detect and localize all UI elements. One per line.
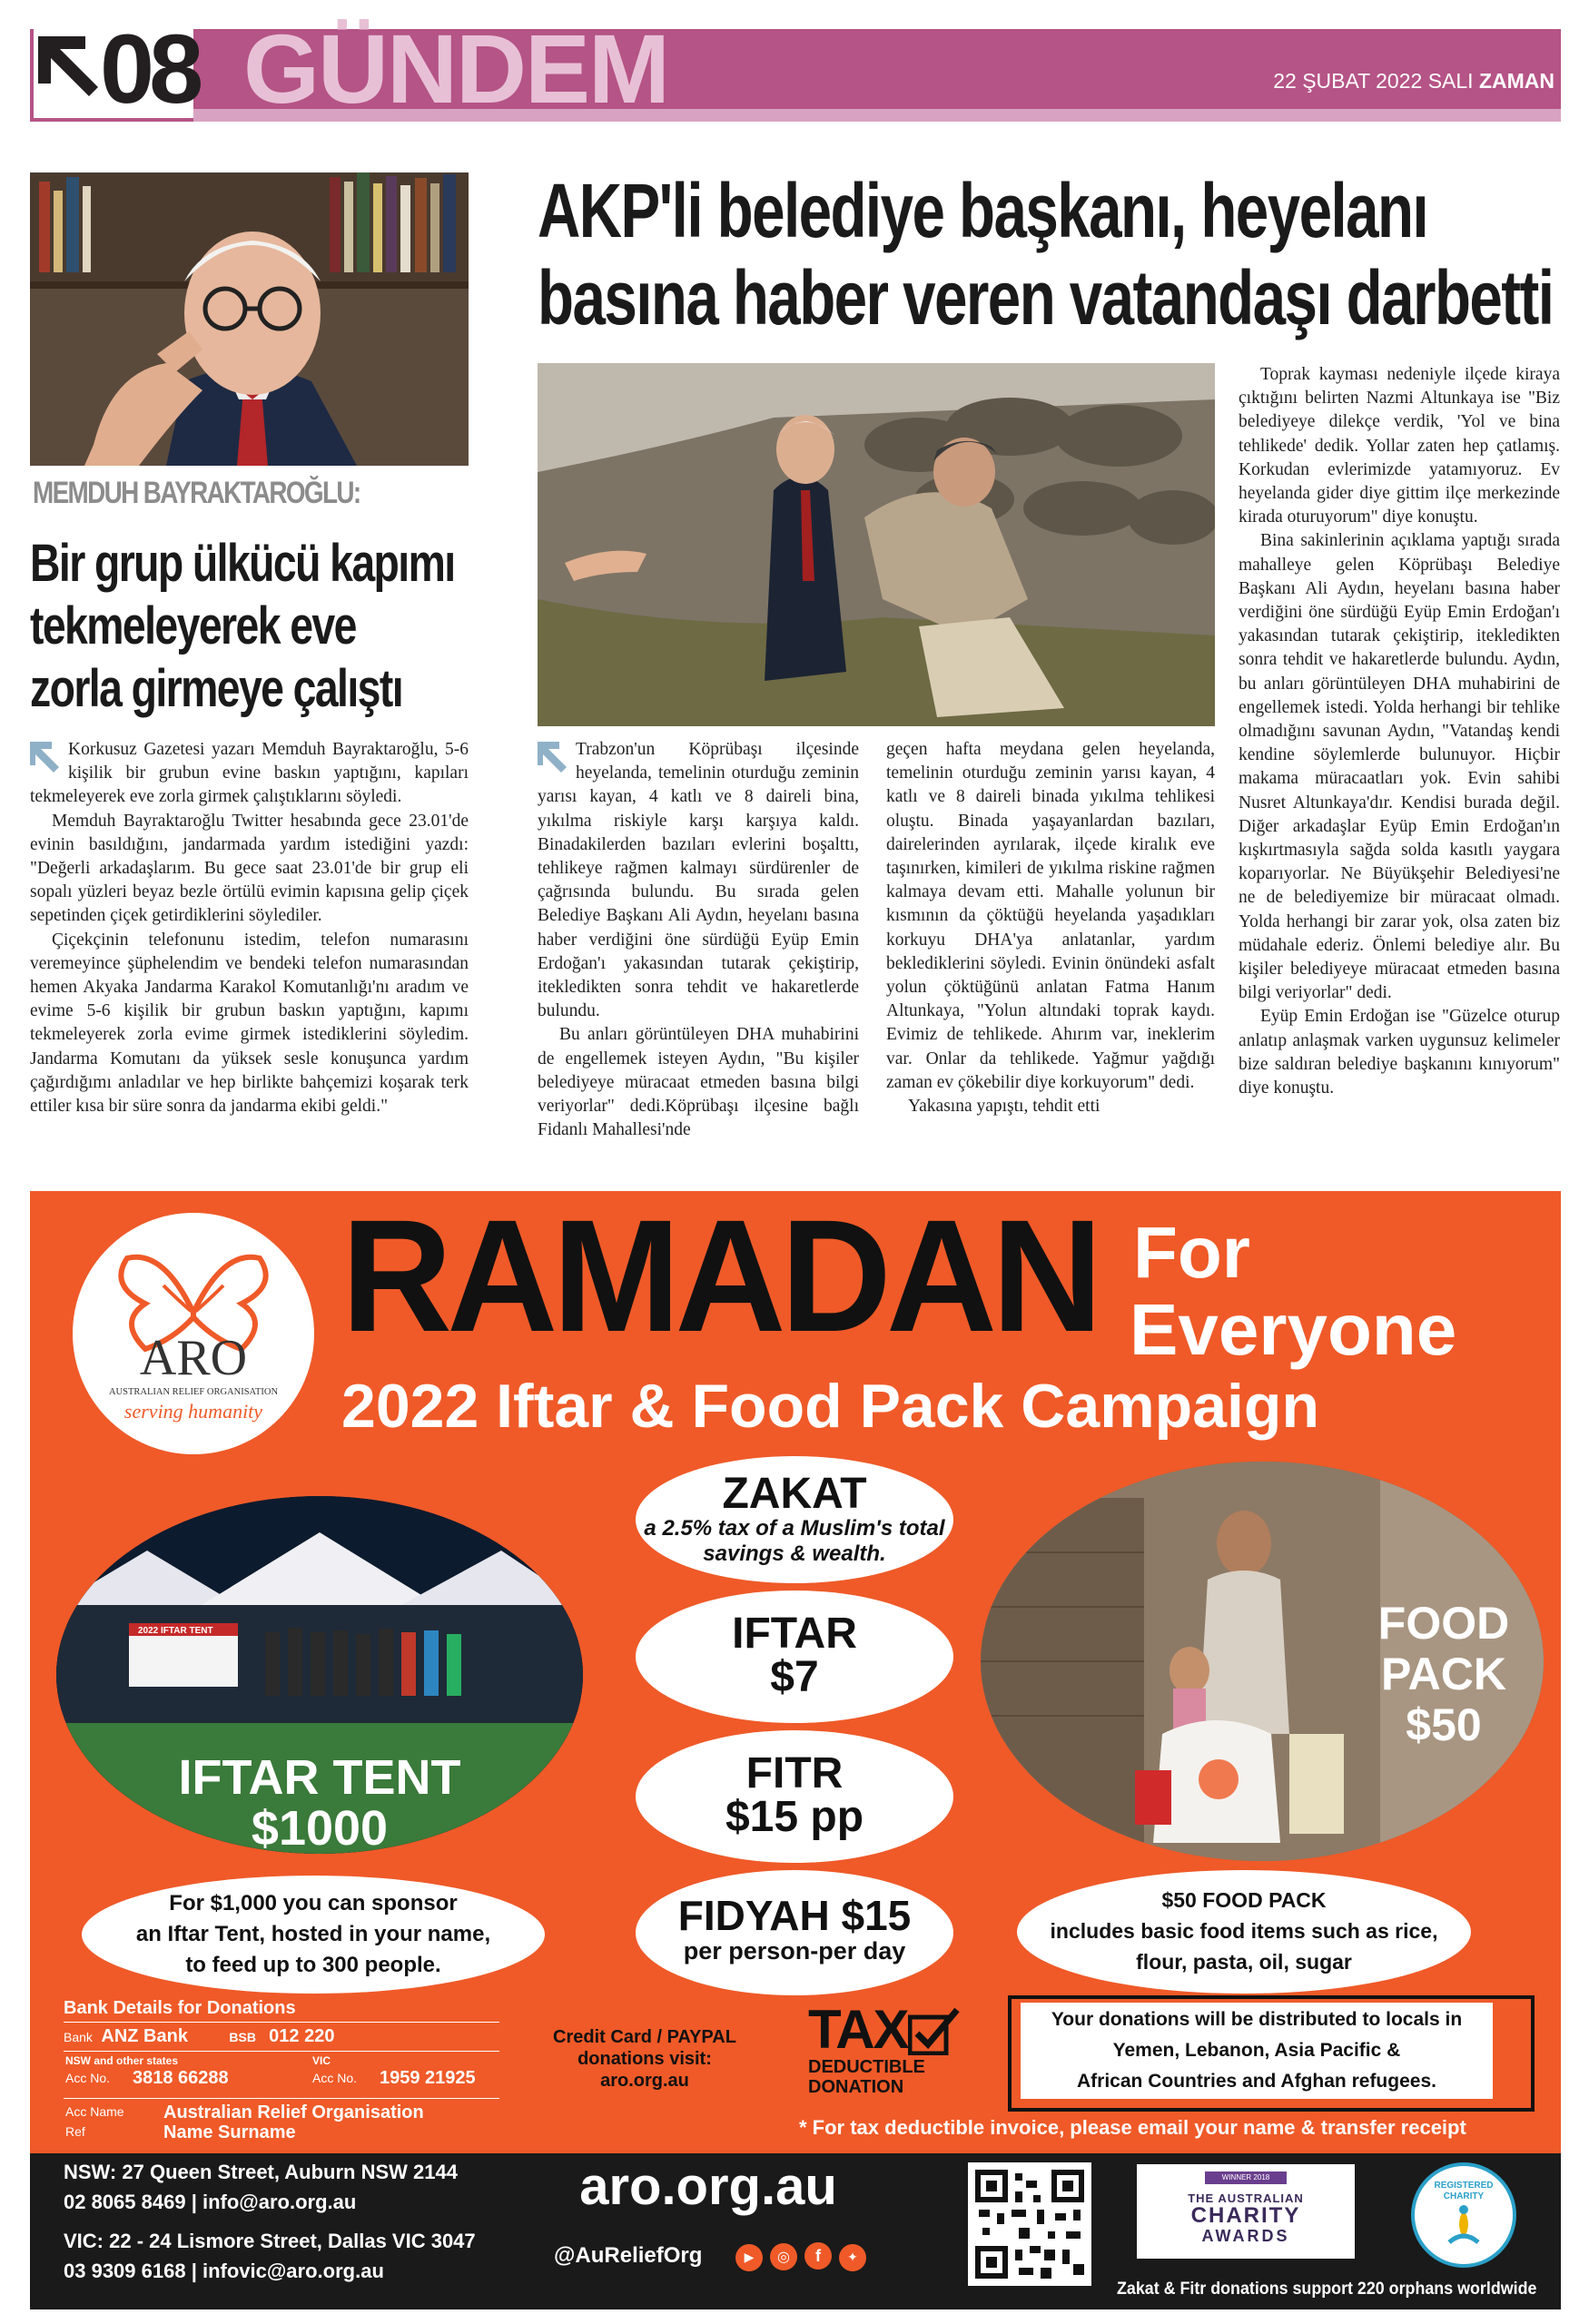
date-text: 22 ŞUBAT 2022 SALI [1273, 69, 1474, 93]
nsw-acc-label: Acc No. [65, 2071, 111, 2085]
tax-deductible-badge [808, 1999, 972, 2097]
vic-acc-label: Acc No. [312, 2071, 358, 2085]
website-link[interactable]: aro.org.au [579, 2157, 837, 2216]
main-col-2 [886, 738, 1215, 1118]
section-title: GÜNDEM [243, 14, 668, 123]
portrait-photo [30, 172, 469, 466]
fidyah-desc: per person-per day [683, 1937, 906, 1965]
left-paragraph: Çiçekçinin telefonunu istedim, telefon numarasını veremeyince şüphelendim ve bendeki telefon numarasından hemen Akyaka Jandarma Karakol Komutanlığı'nı aradım ve evime 5-6 kişilik bir grubun baskın yaptığını, kapımı tekmeleyerek zorla evime girmek istediklerini söyledim. Jandarma Komutanı da yüksek sesle konuşunca yardım çağırdığımı anladılar ve hep birlikte bahçemizi koşarak terk ettiler kısa bir süre sonra da jandarma ekibi geldi." [30, 930, 469, 1117]
bsb-value: 012 220 [269, 2026, 335, 2046]
award-line-3: AWARDS [1201, 2227, 1290, 2245]
main-col-1 [538, 738, 859, 1142]
left-kicker: MEMDUH BAYRAKTAROĞLU: [33, 476, 360, 510]
ref-label: Ref [65, 2124, 85, 2139]
fitr-oval [636, 1730, 953, 1863]
checkbox-icon [908, 2008, 961, 2055]
acc-name-value: Australian Relief Organisation [163, 2102, 424, 2122]
iftar-oval [636, 1590, 953, 1723]
food-pack-label [1371, 1598, 1516, 1750]
iftar-tent-label: IFTAR TENT [178, 1750, 461, 1805]
main-paragraph: Eyüp Emin Erdoğan ise "Güzelce oturup anlatıp anlaşmak varken uygunsuz kelimeler bize saldıran belediye başkanını kınıyorum" diye konuştu. [1239, 1007, 1560, 1098]
vic-acc-value: 1959 21925 [380, 2068, 476, 2088]
main-paragraph: Toprak kayması nedeniyle ilçede kiraya çıktığını belirten Nazmi Altunkaya ise "Biz belediyeye dilekçe verdik, 'Yol ve bina tehlikede' dedik. Yollar zaten hep çatlamış. Korkudan evlerimizde yatamıyoruz. Ev heyelanda gider diye gittim ilçe merkezinde kirada oturuyorum" diye konuştu. [1239, 365, 1560, 527]
contact-info [64, 2157, 536, 2286]
main-headline-line-1: AKP'li belediye başkanı, heyelanı [538, 168, 1428, 253]
food-pack-price: $50 [1406, 1699, 1482, 1750]
main-col-3 [1239, 363, 1560, 1100]
header-date [1273, 69, 1554, 94]
nsw-contact: 02 8065 8469 | info@aro.org.au [64, 2191, 357, 2213]
story-arrow-icon [538, 742, 568, 773]
left-headline-line-3: zorla girmeye çalıştı [30, 659, 402, 718]
acc-name-label: Acc Name [65, 2104, 124, 2119]
bank-label: Bank [64, 2030, 93, 2044]
paper-name: ZAMAN [1478, 69, 1554, 93]
ad-campaign: 2022 Iftar & Food Pack Campaign [341, 1372, 1319, 1441]
qr-code[interactable] [968, 2162, 1091, 2286]
tax-sub-1: DEDUCTIBLE [808, 2057, 925, 2077]
iftar-title: IFTAR [732, 1610, 857, 1658]
main-paragraph: Bina sakinlerinin açıklama yaptığı sırada mahalleye gelen Köprübaşı Belediye Başkanı Ali Aydın, heyelanı basına haber verdiğini öne sürdüğü Eyüp Emin Erdoğan'ı yakasından tutarak çekiştirip, itekledikten sonra tehdit ve hakaretlerde bulundu. Aydın, bu anları görüntüleyen DHA muhabirini de engellemek istedi. Yolda herhangi bir tehlike olmadığını savunan Aydın, "Vatandaş kendi kendine söylemlerde bulunuyor. Hiçbir makama müracaatları yok. Evin sahibi Nusret Altunkaya'dır. Kendisi burada değil. Diğer arkadaşlar Eyüp Emin Erdoğan'ın kışkırtmasıyla sağda solda kasıtlı yaygara koparıyorlar. Ne Büyükşehir Belediyesi'ne ne de belediyemize bir müracaat olmadı. Yolda herhangi bir zarar yok, olsa zaten biz müdahale ederiz. Önlemi belediye alır. Bu kişiler belediyeye müracaat etmeden basına bilgi veriyorlar" dedi. [1239, 531, 1560, 1003]
left-paragraph: Korkusuz Gazetesi yazarı Memduh Bayraktaroğlu, 5-6 kişilik bir grubun evine baskın yaptığını, kapıları tekmeleyerek eve zorla girmek çalıştıklarını söyledi. [30, 740, 469, 807]
food-desc-line-3: flour, pasta, oil, sugar [1136, 1950, 1352, 1974]
bsb-label: BSB [229, 2030, 256, 2044]
ad-for: For [1133, 1212, 1250, 1293]
tent-desc-line-2: an Iftar Tent, hosted in your name, [135, 1922, 491, 1946]
charity-awards-badge [1137, 2164, 1355, 2259]
iftar-tent-price: $1000 [251, 1801, 389, 1856]
zakat-oval [636, 1456, 953, 1583]
main-paragraph: Bu anları görüntüleyen DHA muhabirini de engellemek isteyen Aydın, "Bu kişiler belediyeye müracaat etmeden basına bilgi veriyorlar" dedi.Köprübaşı ilçesine bağlı Fidanlı Mahallesi'nde [538, 1025, 859, 1140]
food-desc-oval [1017, 1870, 1471, 1994]
main-paragraph: Trabzon'un Köprübaşı ilçesinde heyelanda, temelinin oturduğu zeminin yarısı kayan, 4 katlı ve 8 daireli bina, yıkılma riskiyle karşı karşıya kaldı. Binadakilerden bazıları evlerini boşalttı, tehlikeye rağmen kalmayı sürdürenler de çağrısında bulundu. Bu sırada gelen Belediye Başkanı Ali Aydın, heyelanı basına haber verdiğini öne sürdüğü Eyüp Emin Erdoğan'ı yakasından tutarak çekiştirip, itekledikten sonra tehdit ve hakaretlerde bulundu. [538, 740, 859, 1021]
award-line-1: THE AUSTRALIAN [1188, 2191, 1304, 2205]
tax-title: TAX [808, 1999, 908, 2060]
fidyah-title: FIDYAH $15 [677, 1892, 912, 1939]
page-number: 08 [100, 14, 199, 123]
main-paragraph: geçen hafta meydana gelen heyelanda, temelinin oturduğu zeminin yarısı kayan, 4 katlı ve 8 daireli binada yıkılma tehlikesi oluştu. Binada yaşayanlardan bazıları, dairelerinden ayrılarak, ilçede kiralık eve taşınırken, kimileri de yıkılma riskine rağmen kalmaya devam etti. Mahalle yolunun bir kısmının da çöktüğü heyelanda yaşadıkları korkuyu DHA'ya anlatanlar, yardım beklediklerini söyledi. Evinin önündeki asfalt yolun çöktüğünü anlatan Fatma Hanım Altunkaya, "Yolun altındaki toprak kaydı. Evimiz de tehlikede. Ahırım var, ineklerim var. Onlar da tehlikede. Yağmur yağdığı zaman ev çökebilir diye korkuyorum" dedi. [886, 740, 1215, 1092]
fitr-price: $15 pp [725, 1793, 864, 1841]
logo-name: ARO [139, 1330, 248, 1386]
main-headline-line-2: basına haber veren vatandaşı darbetti [538, 255, 1554, 340]
nsw-address: NSW: 27 Queen Street, Auburn NSW 2144 [64, 2161, 458, 2183]
tent-banner-text: 2022 IFTAR TENT [138, 1626, 213, 1636]
vic-contact: 03 9309 6168 | infovic@aro.org.au [64, 2260, 384, 2282]
charity-figure-icon [1436, 2202, 1491, 2253]
tent-desc-line-1: For $1,000 you can sponsor [169, 1891, 458, 1915]
nsw-acc-value: 3818 66288 [133, 2068, 229, 2088]
ad-title: RAMADAN [341, 1187, 1098, 1365]
left-headline-line-2: tekmeleyerek eve [30, 596, 356, 655]
registered-charity-badge [1411, 2162, 1516, 2268]
bank-title: Bank Details for Donations [64, 1998, 296, 2018]
award-year: WINNER 2018 [1205, 2171, 1287, 2184]
left-headline [30, 532, 469, 720]
left-paragraph: Memduh Bayraktaroğlu Twitter hesabında gece 23.01'de evinin basıldığını, jandarmada yardım istediğini yazdı: "Değerli arkadaşlarım. Bu gece saat 23.01'de bir grup eli sopalı yüzleri beyaz bezle örtülü evimin kapısına gelip çiçek sepetinden çiçek getirdiklerini söylediler. [30, 811, 469, 926]
nsw-label: NSW and other states [65, 2054, 179, 2067]
credit-card-info [545, 2026, 745, 2092]
cc-line-2: donations visit: [577, 2049, 712, 2069]
tax-sub-2: DONATION [808, 2077, 904, 2097]
twitter-icon[interactable]: ✦ [839, 2244, 866, 2271]
section-arrow-icon [38, 36, 102, 100]
social-handle[interactable]: @AuReliefOrg [554, 2243, 703, 2268]
award-line-2: CHARITY [1190, 2203, 1301, 2228]
aro-logo [73, 1213, 314, 1454]
cc-line-1: Credit Card / PAYPAL [553, 2027, 736, 2047]
distribution-line-2: Yemen, Lebanon, Asia Pacific & [1112, 2040, 1401, 2061]
fitr-title: FITR [745, 1749, 844, 1797]
food-pack-label-1: FOOD [1377, 1598, 1510, 1649]
main-subhead: Yakasına yapıştı, tehdit etti [908, 1097, 1100, 1117]
distribution-line-3: African Countries and Afghan refugees. [1077, 2071, 1436, 2092]
food-desc-line-1: $50 FOOD PACK [1161, 1888, 1327, 1912]
zakat-desc-2: savings & wealth. [703, 1541, 886, 1566]
logo-tagline: serving humanity [123, 1400, 263, 1423]
bank-name: ANZ Bank [101, 2026, 188, 2046]
youtube-icon[interactable]: ▶ [735, 2244, 763, 2271]
logo-org: AUSTRALIAN RELIEF ORGANISATION [108, 1387, 279, 1397]
iftar-price: $7 [770, 1653, 819, 1701]
cc-line-3: aro.org.au [600, 2071, 689, 2091]
tent-desc-oval [82, 1876, 545, 1994]
food-pack-label-2: PACK [1381, 1649, 1506, 1699]
charity-badge-text: REGISTERED CHARITY [1434, 2181, 1494, 2201]
distribution-line-1: Your donations will be distributed to locals in [1051, 2009, 1463, 2030]
distribution-box [1021, 2003, 1493, 2099]
tax-note: * For tax deductible invoice, please email your name & transfer receipt [799, 2116, 1466, 2139]
social-icons [735, 2242, 866, 2271]
orphans-note: Zakat & Fitr donations support 220 orphans worldwide [1117, 2280, 1537, 2299]
ref-value: Name Surname [163, 2122, 296, 2142]
main-story-photo [538, 363, 1215, 726]
food-desc-line-2: includes basic food items such as rice, [1050, 1919, 1438, 1943]
main-headline [538, 167, 1562, 341]
fidyah-oval [636, 1870, 953, 1995]
tent-desc-line-3: to feed up to 300 people. [185, 1953, 441, 1977]
zakat-desc-1: a 2.5% tax of a Muslim's total [644, 1516, 945, 1541]
bank-details [64, 1997, 499, 2142]
zakat-title: ZAKAT [722, 1470, 867, 1518]
left-headline-line-1: Bir grup ülkücü kapımı [30, 534, 455, 593]
story-arrow-icon [30, 742, 61, 773]
ad-everyone: Everyone [1130, 1289, 1457, 1370]
vic-address: VIC: 22 - 24 Lismore Street, Dallas VIC 3047 [64, 2230, 476, 2252]
vic-label: VIC [312, 2054, 331, 2067]
left-story-body [30, 738, 469, 1118]
instagram-icon[interactable]: ◎ [770, 2243, 797, 2270]
facebook-icon[interactable]: f [804, 2242, 832, 2270]
